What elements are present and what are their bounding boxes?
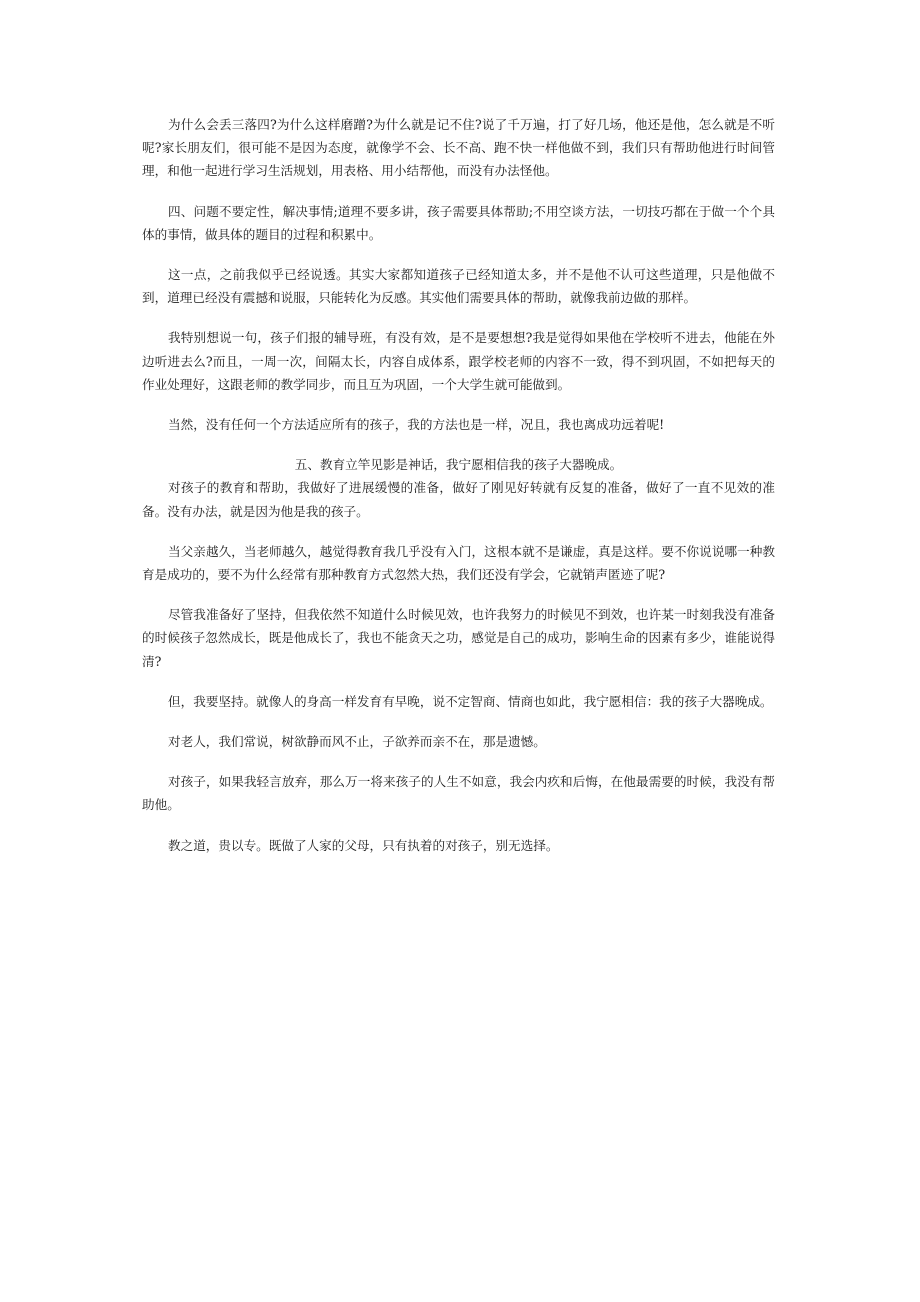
paragraph-8: 尽管我准备好了坚持，但我依然不知道什么时候见效，也许我努力的时候见不到效，也许某一时刻我没有准备的时候孩子忽然成长，既是他成长了，我也不能贪天之功，感觉是自己的成功，影响生命的因素有多少，谁能说得清? [142, 607, 775, 669]
paragraph-11: 对孩子，如果我轻言放弃，那么万一将来孩子的人生不如意，我会内疚和后悔，在他最需要的时候，我没有帮助他。 [142, 774, 775, 813]
paragraph-2: 四、问题不要定性，解决事情;道理不要多讲，孩子需要具体帮助;不用空谈方法，一切技巧都在于做一个个具体的事情，做具体的题目的过程和积累中。 [142, 203, 775, 242]
paragraph-9: 但，我要坚持。就像人的身高一样发育有早晚，说不定智商、情商也如此，我宁愿相信：我的孩子大器晚成。 [168, 693, 773, 709]
paragraph-1: 为什么会丢三落四?为什么这样磨蹭?为什么就是记不住?说了千万遍，打了好几场，他还是他，怎么就是不听呢?家长朋友们，很可能不是因为态度，就像学不会、长不高、跑不快一样他做不到，我们只有帮助他进行时间管理，和他一起进行学习生活规划，用表格、用小结帮他，而没有办法怪他。 [142, 117, 775, 179]
section-heading: 五、教育立竿见影是神话，我宁愿相信我的孩子大器晚成。 [294, 457, 623, 473]
paragraph-3: 这一点，之前我似乎已经说透。其实大家都知道孩子已经知道太多，并不是他不认可这些道理，只是他做不到，道理已经没有震撼和说服，只能转化为反感。其实他们需要具体的帮助，就像我前边做的那样。 [142, 267, 775, 306]
document-page [142, 113, 775, 874]
paragraph-6: 对孩子的教育和帮助，我做好了进展缓慢的准备，做好了刚见好转就有反复的准备，做好了一直不见效的准备。没有办法，就是因为他是我的孩子。 [142, 480, 775, 519]
paragraph-10: 对老人，我们常说，树欲静而风不止，子欲养而亲不在，那是遗憾。 [168, 734, 546, 750]
paragraph-5: 当然，没有任何一个方法适应所有的孩子，我的方法也是一样，况且，我也离成功远着呢! [168, 417, 665, 433]
paragraph-4: 我特别想说一句，孩子们报的辅导班，有没有效，是不是要想想?我是觉得如果他在学校听不进去，他能在外边听进去么?而且，一周一次，间隔太长，内容自成体系，跟学校老师的内容不一致，得不到巩固，不如把每天的作业处理好，这跟老师的教学同步，而且互为巩固，一个大学生就可能做到。 [142, 330, 775, 392]
paragraph-12: 教之道，贵以专。既做了人家的父母，只有执着的对孩子，别无选择。 [168, 837, 559, 853]
paragraph-7: 当父亲越久，当老师越久，越觉得教育我几乎没有入门，这根本就不是谦虚，真是这样。要不你说说哪一种教育是成功的，要不为什么经常有那种教育方式忽然大热，我们还没有学会，它就销声匿迹了呢? [142, 543, 775, 583]
